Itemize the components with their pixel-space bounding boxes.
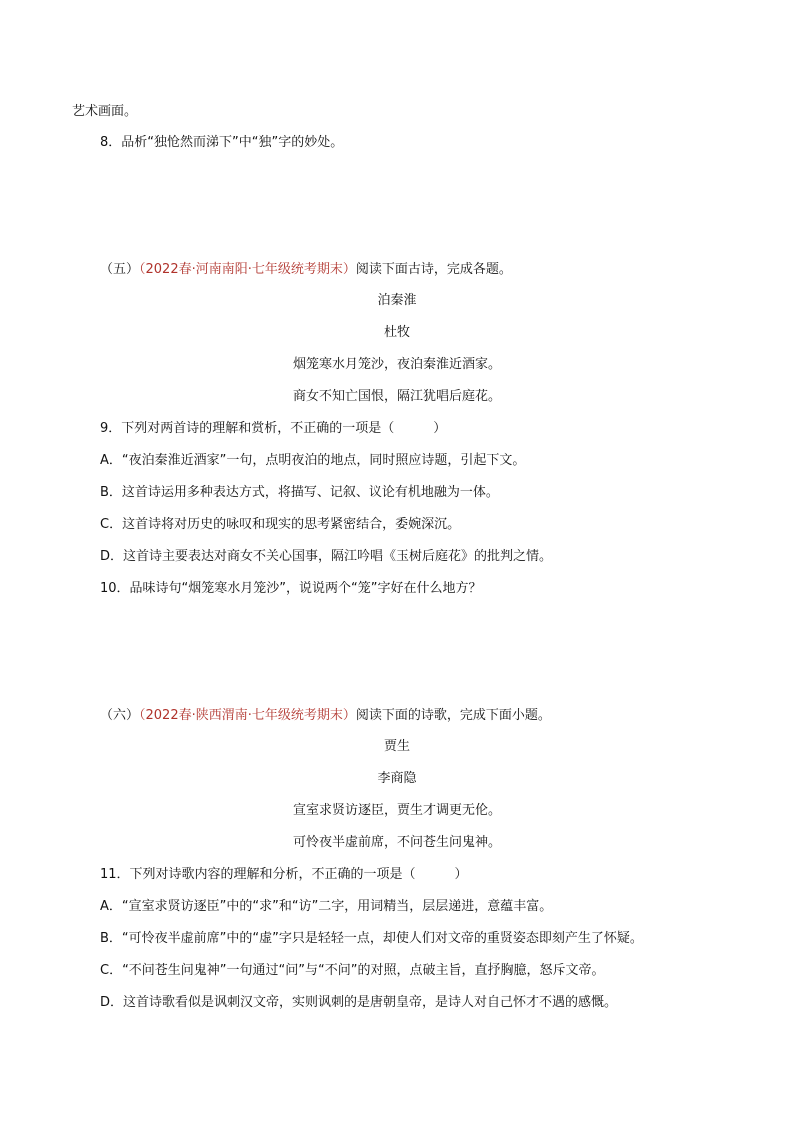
section-5-source: （2022春·河南南阳·七年级统考期末）	[139, 262, 356, 277]
poem-5-line-1: 烟笼寒水月笼沙，夜泊秦淮近酒家。	[292, 357, 501, 372]
section-6-instruction: 阅读下面的诗歌，完成下面小题。	[355, 708, 551, 723]
question-11-option-a: A．“宣室求贤访逐臣”中的“求”和“访”二字，用词精当，层层递进，意蕴丰富。	[100, 899, 553, 914]
section-5-header	[100, 261, 512, 279]
question-9-option-c: C．这首诗将对历史的咏叹和现实的思考紧密结合，委婉深沉。	[100, 517, 461, 532]
question-9-option-d: D．这首诗主要表达对商女不关心国事，隔江吟唱《玉树后庭花》的批判之情。	[100, 549, 553, 564]
question-9-option-b: B．这首诗运用多种表达方式，将描写、记叙、议论有机地融为一体。	[100, 485, 499, 500]
continued-text: 艺术画面。	[72, 104, 138, 119]
question-8: 8．品析“独怆然而涕下”中“独”字的妙处。	[100, 135, 344, 150]
poem-5-line-2: 商女不知亡国恨，隔江犹唱后庭花。	[292, 389, 501, 404]
question-11-option-d: D．这首诗歌看似是讽刺汉文帝，实则讽刺的是唐朝皇帝，是诗人对自己怀才不遇的感慨。	[100, 995, 618, 1010]
section-5-instruction: 阅读下面古诗，完成各题。	[355, 262, 512, 277]
poem-5-title: 泊秦淮	[377, 293, 417, 308]
question-11: 11．下列对诗歌内容的理解和分析，不正确的一项是（ ）	[100, 867, 468, 882]
poem-5-author: 杜牧	[383, 325, 410, 340]
question-10: 10．品味诗句“烟笼寒水月笼沙”，说说两个“笼”字好在什么地方？	[100, 581, 482, 596]
section-6-prefix: （六）	[100, 708, 140, 723]
question-11-option-c: C．“不问苍生问鬼神”一句通过“问”与“不问”的对照，点破主旨，直抒胸臆，怒斥文帝。	[100, 963, 605, 978]
poem-6-line-2: 可怜夜半虚前席，不问苍生问鬼神。	[292, 835, 501, 850]
section-5-prefix: （五）	[100, 262, 140, 277]
question-9: 9．下列对两首诗的理解和赏析，不正确的一项是（ ）	[100, 421, 447, 436]
section-6-header	[100, 707, 551, 725]
section-6-source: （2022春·陕西渭南·七年级统考期末）	[139, 708, 356, 723]
poem-6-author: 李商隐	[377, 771, 417, 786]
poem-6-title: 贾生	[383, 739, 410, 754]
question-11-option-b: B．“可怜夜半虚前席”中的“虚”字只是轻轻一点，却使人们对文帝的重贤姿态即刻产生了怀疑。	[100, 931, 643, 946]
poem-6-line-1: 宣室求贤访逐臣，贾生才调更无伦。	[292, 803, 501, 818]
question-9-option-a: A．“夜泊秦淮近酒家”一句，点明夜泊的地点，同时照应诗题，引起下文。	[100, 453, 526, 468]
